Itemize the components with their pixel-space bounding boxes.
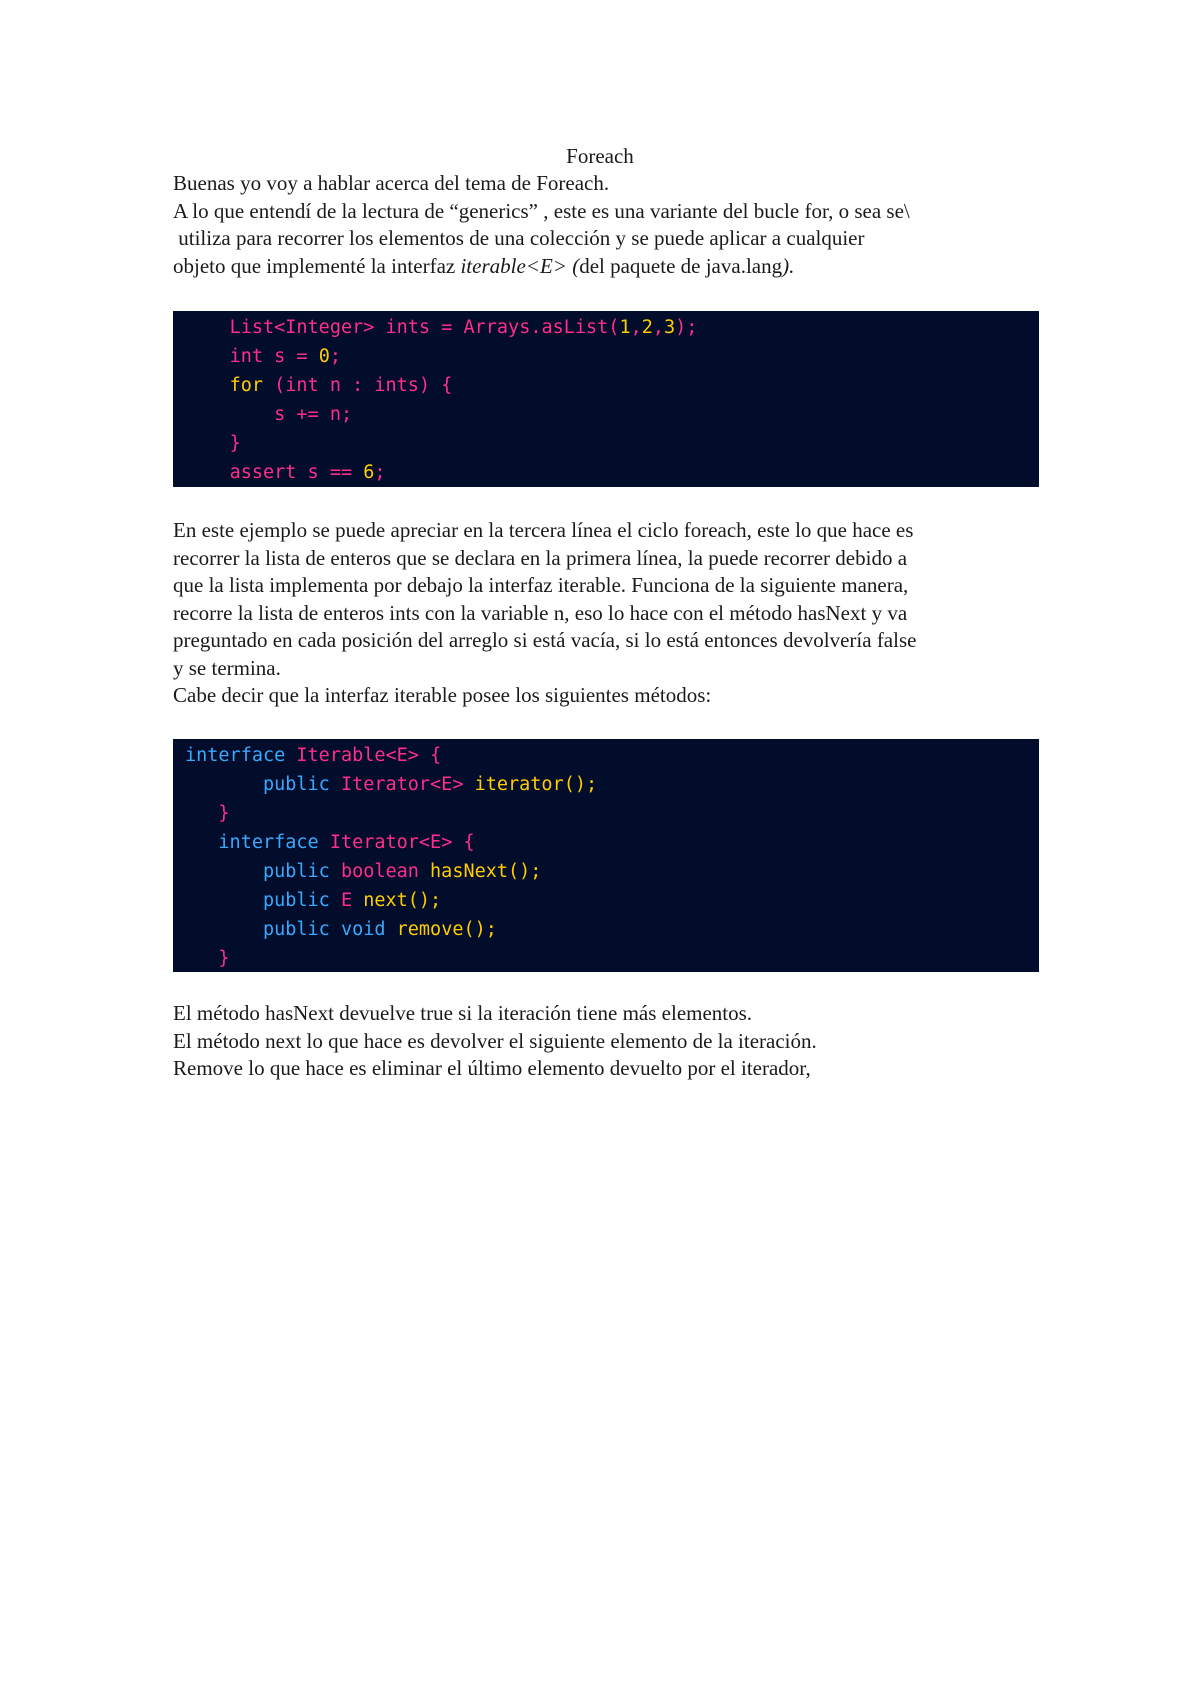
code-token: [185, 317, 230, 338]
code-token: interface: [185, 745, 297, 766]
code-token: <: [274, 317, 286, 338]
code-token: ) {: [418, 375, 453, 396]
intro-italic-text: iterable<E> (: [460, 253, 580, 278]
code-token: >: [363, 317, 386, 338]
code-token: void: [340, 919, 397, 940]
code-block-foreach: [173, 311, 1039, 487]
code-token: for: [229, 375, 275, 396]
code-token: [185, 832, 218, 853]
code-token: 0: [318, 346, 330, 367]
code-token: =: [296, 346, 319, 367]
code-token: [185, 948, 218, 969]
intro-line: Buenas yo voy a hablar acerca del tema de Foreach.: [173, 171, 610, 195]
code-token: 1: [619, 317, 631, 338]
code-token: 6: [363, 462, 375, 483]
code-block-iterable: [173, 739, 1039, 972]
code-token: [185, 774, 263, 795]
code-token: ();: [407, 890, 442, 911]
code-token: iterator: [474, 774, 564, 795]
code-token: [185, 919, 263, 940]
body-line: En este ejemplo se puede apreciar en la tercera línea el ciclo foreach, este lo que hace es: [173, 518, 914, 542]
code-token: );: [675, 317, 698, 338]
code-token: Integer: [285, 317, 364, 338]
code-line: [185, 458, 1039, 487]
code-token: }: [218, 948, 230, 969]
code-line: [185, 828, 1039, 857]
code-line: [185, 770, 1039, 799]
code-token: [185, 890, 263, 911]
intro-text: objeto que implementé la interfaz: [173, 253, 461, 278]
code-token: remove: [396, 919, 464, 940]
code-token: s: [307, 462, 330, 483]
code-token: 2: [641, 317, 653, 338]
code-token: public: [262, 861, 341, 882]
code-token: [185, 404, 274, 425]
body-line: preguntado en cada posición del arreglo si está vacía, si lo está entonces devolvería false: [173, 628, 917, 652]
code-token: Iterable: [296, 745, 386, 766]
code-token: (: [274, 375, 286, 396]
code-line: [185, 915, 1039, 944]
code-token: s: [274, 404, 297, 425]
code-token: +=: [296, 404, 330, 425]
code-token: public: [262, 890, 341, 911]
code-line: [185, 313, 1039, 342]
code-token: public: [262, 919, 341, 940]
body-line: recorrer la lista de enteros que se declara en la primera línea, la puede recorrer debido a: [173, 545, 908, 570]
code-token: int: [285, 375, 330, 396]
code-token: ;: [329, 346, 341, 367]
code-token: n: [329, 375, 353, 396]
code-token: public: [262, 774, 341, 795]
code-token: ,: [630, 317, 642, 338]
code-line: [185, 886, 1039, 915]
code-line: [185, 799, 1039, 828]
code-token: }: [218, 803, 230, 824]
code-token: [185, 433, 230, 454]
code-token: interface: [218, 832, 330, 853]
code-token: Iterator: [329, 832, 419, 853]
code-token: .asList(: [530, 317, 620, 338]
code-token: :: [352, 375, 375, 396]
code-token: next: [363, 890, 408, 911]
intro-line: [173, 253, 1039, 281]
code-token: ;: [374, 462, 386, 483]
code-token: <E>: [430, 774, 475, 795]
code-token: [185, 861, 263, 882]
closing-line: El método next lo que hace es devolver el siguiente elemento de la iteración.: [173, 1028, 817, 1053]
code-token: List: [229, 317, 275, 338]
code-line: [185, 342, 1039, 371]
code-token: =: [441, 317, 464, 338]
code-token: 3: [664, 317, 676, 338]
document-title: Foreach: [566, 144, 634, 168]
code-token: {: [463, 832, 475, 853]
code-token: Iterator: [340, 774, 431, 795]
body-line: Cabe decir que la interfaz iterable posee los siguientes métodos:: [173, 683, 712, 707]
closing-line: Remove lo que hace es eliminar el último elemento devuelto por el iterador,: [173, 1056, 811, 1080]
code-token: ();: [508, 861, 542, 882]
code-token: [185, 375, 230, 396]
code-line: [185, 741, 1039, 770]
code-line: [185, 371, 1039, 400]
code-token: <E>: [385, 745, 431, 766]
code-token: ints: [385, 317, 442, 338]
code-token: E: [340, 890, 364, 911]
code-token: <E>: [418, 832, 464, 853]
code-token: assert: [229, 462, 308, 483]
code-token: [185, 462, 230, 483]
code-token: ();: [563, 774, 598, 795]
intro-paragraph: [173, 170, 1039, 280]
code-token: [185, 346, 230, 367]
code-token: boolean: [340, 861, 431, 882]
closing-paragraph: [173, 1000, 1039, 1083]
body-line: recorre la lista de enteros ints con la variable n, eso lo hace con el método hasNext y va: [173, 600, 908, 625]
intro-italic-text: ).: [782, 253, 795, 278]
intro-text: del paquete de java.lang: [579, 253, 783, 278]
code-token: }: [229, 433, 241, 454]
body-line: que la lista implementa por debajo la interfaz iterable. Funciona de la siguiente manera,: [173, 573, 909, 597]
code-line: [185, 400, 1039, 429]
code-token: [185, 803, 218, 824]
intro-line: A lo que entendí de la lectura de “generics” , este es una variante del bucle for, o sea se\: [173, 198, 910, 223]
code-line: [185, 857, 1039, 886]
code-token: {: [430, 745, 442, 766]
closing-line: El método hasNext devuelve true si la iteración tiene más elementos.: [173, 1001, 753, 1025]
code-token: Arrays: [463, 317, 531, 338]
code-token: ,: [652, 317, 664, 338]
code-token: hasNext: [430, 861, 509, 882]
code-token: n;: [329, 404, 353, 425]
code-token: ==: [329, 462, 364, 483]
explanation-paragraph: [173, 517, 1039, 710]
body-line: y se termina.: [173, 655, 281, 680]
code-token: int: [229, 346, 275, 367]
code-token: ints: [374, 375, 419, 396]
code-line: [185, 429, 1039, 458]
intro-line: utiliza para recorrer los elementos de una colección y se puede aplicar a cualquier: [173, 226, 865, 250]
code-line: [185, 944, 1039, 973]
code-token: ();: [463, 919, 497, 940]
code-token: s: [274, 346, 297, 367]
